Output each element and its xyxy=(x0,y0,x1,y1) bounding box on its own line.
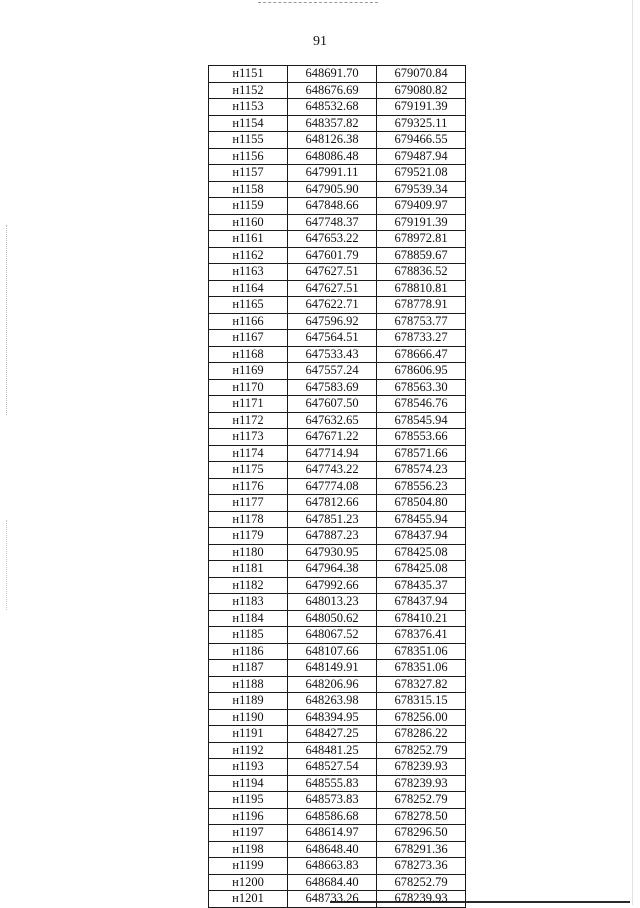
y-coordinate-cell: 679080.82 xyxy=(377,82,466,99)
y-coordinate-cell: 679466.55 xyxy=(377,132,466,149)
x-coordinate-cell: 647533.43 xyxy=(288,346,377,363)
table-row xyxy=(209,247,466,264)
y-coordinate-cell: 678574.23 xyxy=(377,462,466,479)
y-coordinate-cell: 678239.93 xyxy=(377,891,466,908)
x-coordinate-cell: 647583.69 xyxy=(288,379,377,396)
point-id-cell: н1168 xyxy=(209,346,288,363)
table-row xyxy=(209,627,466,644)
point-id-cell: н1194 xyxy=(209,775,288,792)
point-id-cell: н1161 xyxy=(209,231,288,248)
x-coordinate-cell: 648573.83 xyxy=(288,792,377,809)
x-coordinate-cell: 648614.97 xyxy=(288,825,377,842)
table-row xyxy=(209,132,466,149)
x-coordinate-cell: 648206.96 xyxy=(288,676,377,693)
point-id-cell: н1151 xyxy=(209,66,288,83)
table-row xyxy=(209,676,466,693)
y-coordinate-cell: 678252.79 xyxy=(377,742,466,759)
point-id-cell: н1163 xyxy=(209,264,288,281)
table-row xyxy=(209,660,466,677)
table-row xyxy=(209,165,466,182)
table-row xyxy=(209,231,466,248)
point-id-cell: н1189 xyxy=(209,693,288,710)
point-id-cell: н1197 xyxy=(209,825,288,842)
table-row xyxy=(209,297,466,314)
y-coordinate-cell: 679539.34 xyxy=(377,181,466,198)
table-row xyxy=(209,874,466,891)
point-id-cell: н1166 xyxy=(209,313,288,330)
point-id-cell: н1154 xyxy=(209,115,288,132)
point-id-cell: н1176 xyxy=(209,478,288,495)
y-coordinate-cell: 678546.76 xyxy=(377,396,466,413)
y-coordinate-cell: 678455.94 xyxy=(377,511,466,528)
scan-artifact-top xyxy=(258,2,378,3)
y-coordinate-cell: 679191.39 xyxy=(377,214,466,231)
table-row xyxy=(209,264,466,281)
y-coordinate-cell: 679409.97 xyxy=(377,198,466,215)
point-id-cell: н1159 xyxy=(209,198,288,215)
table-row xyxy=(209,577,466,594)
y-coordinate-cell: 678425.08 xyxy=(377,561,466,578)
table-row xyxy=(209,396,466,413)
y-coordinate-cell: 678504.80 xyxy=(377,495,466,512)
y-coordinate-cell: 678753.77 xyxy=(377,313,466,330)
x-coordinate-cell: 648107.66 xyxy=(288,643,377,660)
point-id-cell: н1153 xyxy=(209,99,288,116)
x-coordinate-cell: 647774.08 xyxy=(288,478,377,495)
y-coordinate-cell: 678972.81 xyxy=(377,231,466,248)
point-id-cell: н1187 xyxy=(209,660,288,677)
y-coordinate-cell: 678351.06 xyxy=(377,643,466,660)
point-id-cell: н1196 xyxy=(209,808,288,825)
point-id-cell: н1155 xyxy=(209,132,288,149)
y-coordinate-cell: 678252.79 xyxy=(377,792,466,809)
point-id-cell: н1180 xyxy=(209,544,288,561)
table-row xyxy=(209,709,466,726)
y-coordinate-cell: 678252.79 xyxy=(377,874,466,891)
x-coordinate-cell: 648263.98 xyxy=(288,693,377,710)
point-id-cell: н1198 xyxy=(209,841,288,858)
table-row xyxy=(209,841,466,858)
y-coordinate-cell: 678859.67 xyxy=(377,247,466,264)
x-coordinate-cell: 648086.48 xyxy=(288,148,377,165)
point-id-cell: н1165 xyxy=(209,297,288,314)
point-id-cell: н1199 xyxy=(209,858,288,875)
table-row xyxy=(209,594,466,611)
x-coordinate-cell: 647851.23 xyxy=(288,511,377,528)
x-coordinate-cell: 648357.82 xyxy=(288,115,377,132)
table-row xyxy=(209,445,466,462)
point-id-cell: н1186 xyxy=(209,643,288,660)
point-id-cell: н1201 xyxy=(209,891,288,908)
point-id-cell: н1193 xyxy=(209,759,288,776)
point-id-cell: н1195 xyxy=(209,792,288,809)
y-coordinate-cell: 678425.08 xyxy=(377,544,466,561)
x-coordinate-cell: 647887.23 xyxy=(288,528,377,545)
x-coordinate-cell: 648481.25 xyxy=(288,742,377,759)
point-id-cell: н1179 xyxy=(209,528,288,545)
x-coordinate-cell: 648684.40 xyxy=(288,874,377,891)
x-coordinate-cell: 648733.26 xyxy=(288,891,377,908)
coordinates-table xyxy=(208,65,466,908)
x-coordinate-cell: 647905.90 xyxy=(288,181,377,198)
point-id-cell: н1192 xyxy=(209,742,288,759)
x-coordinate-cell: 648663.83 xyxy=(288,858,377,875)
y-coordinate-cell: 678239.93 xyxy=(377,775,466,792)
y-coordinate-cell: 678810.81 xyxy=(377,280,466,297)
table-row xyxy=(209,214,466,231)
x-coordinate-cell: 647748.37 xyxy=(288,214,377,231)
y-coordinate-cell: 678376.41 xyxy=(377,627,466,644)
x-coordinate-cell: 648676.69 xyxy=(288,82,377,99)
y-coordinate-cell: 678410.21 xyxy=(377,610,466,627)
point-id-cell: н1167 xyxy=(209,330,288,347)
table-row xyxy=(209,478,466,495)
x-coordinate-cell: 648394.95 xyxy=(288,709,377,726)
scan-artifact-right xyxy=(632,0,633,905)
point-id-cell: н1185 xyxy=(209,627,288,644)
x-coordinate-cell: 648427.25 xyxy=(288,726,377,743)
point-id-cell: н1164 xyxy=(209,280,288,297)
y-coordinate-cell: 678286.22 xyxy=(377,726,466,743)
x-coordinate-cell: 647714.94 xyxy=(288,445,377,462)
y-coordinate-cell: 678239.93 xyxy=(377,759,466,776)
y-coordinate-cell: 678556.23 xyxy=(377,478,466,495)
x-coordinate-cell: 648586.68 xyxy=(288,808,377,825)
point-id-cell: н1160 xyxy=(209,214,288,231)
x-coordinate-cell: 647632.65 xyxy=(288,412,377,429)
point-id-cell: н1190 xyxy=(209,709,288,726)
x-coordinate-cell: 647627.51 xyxy=(288,264,377,281)
x-coordinate-cell: 647848.66 xyxy=(288,198,377,215)
table-row xyxy=(209,181,466,198)
x-coordinate-cell: 648527.54 xyxy=(288,759,377,776)
table-row xyxy=(209,148,466,165)
table-row xyxy=(209,528,466,545)
table-row xyxy=(209,693,466,710)
y-coordinate-cell: 678437.94 xyxy=(377,528,466,545)
table-row xyxy=(209,726,466,743)
point-id-cell: н1174 xyxy=(209,445,288,462)
y-coordinate-cell: 678606.95 xyxy=(377,363,466,380)
y-coordinate-cell: 678273.36 xyxy=(377,858,466,875)
x-coordinate-cell: 648691.70 xyxy=(288,66,377,83)
point-id-cell: н1157 xyxy=(209,165,288,182)
y-coordinate-cell: 678733.27 xyxy=(377,330,466,347)
y-coordinate-cell: 678327.82 xyxy=(377,676,466,693)
point-id-cell: н1158 xyxy=(209,181,288,198)
x-coordinate-cell: 647653.22 xyxy=(288,231,377,248)
table-row xyxy=(209,792,466,809)
table-row xyxy=(209,99,466,116)
x-coordinate-cell: 648555.83 xyxy=(288,775,377,792)
y-coordinate-cell: 678278.50 xyxy=(377,808,466,825)
point-id-cell: н1156 xyxy=(209,148,288,165)
x-coordinate-cell: 648013.23 xyxy=(288,594,377,611)
point-id-cell: н1169 xyxy=(209,363,288,380)
y-coordinate-cell: 678291.36 xyxy=(377,841,466,858)
table-row xyxy=(209,115,466,132)
x-coordinate-cell: 647622.71 xyxy=(288,297,377,314)
x-coordinate-cell: 648532.68 xyxy=(288,99,377,116)
x-coordinate-cell: 648648.40 xyxy=(288,841,377,858)
x-coordinate-cell: 647992.66 xyxy=(288,577,377,594)
x-coordinate-cell: 647557.24 xyxy=(288,363,377,380)
y-coordinate-cell: 678351.06 xyxy=(377,660,466,677)
y-coordinate-cell: 678545.94 xyxy=(377,412,466,429)
x-coordinate-cell: 647564.51 xyxy=(288,330,377,347)
point-id-cell: н1152 xyxy=(209,82,288,99)
table-row xyxy=(209,198,466,215)
table-row xyxy=(209,82,466,99)
table-row xyxy=(209,561,466,578)
point-id-cell: н1170 xyxy=(209,379,288,396)
scan-artifact-left-lower xyxy=(6,520,7,610)
point-id-cell: н1173 xyxy=(209,429,288,446)
table-row xyxy=(209,330,466,347)
x-coordinate-cell: 648067.52 xyxy=(288,627,377,644)
x-coordinate-cell: 647607.50 xyxy=(288,396,377,413)
y-coordinate-cell: 678778.91 xyxy=(377,297,466,314)
table-row xyxy=(209,495,466,512)
x-coordinate-cell: 647596.92 xyxy=(288,313,377,330)
table-row xyxy=(209,808,466,825)
x-coordinate-cell: 647812.66 xyxy=(288,495,377,512)
table-row xyxy=(209,346,466,363)
point-id-cell: н1178 xyxy=(209,511,288,528)
point-id-cell: н1181 xyxy=(209,561,288,578)
x-coordinate-cell: 647743.22 xyxy=(288,462,377,479)
y-coordinate-cell: 678553.66 xyxy=(377,429,466,446)
point-id-cell: н1183 xyxy=(209,594,288,611)
x-coordinate-cell: 647930.95 xyxy=(288,544,377,561)
table-row xyxy=(209,429,466,446)
table-row xyxy=(209,858,466,875)
y-coordinate-cell: 678437.94 xyxy=(377,594,466,611)
y-coordinate-cell: 678256.00 xyxy=(377,709,466,726)
y-coordinate-cell: 678315.15 xyxy=(377,693,466,710)
point-id-cell: н1175 xyxy=(209,462,288,479)
y-coordinate-cell: 678563.30 xyxy=(377,379,466,396)
table-row xyxy=(209,511,466,528)
x-coordinate-cell: 648126.38 xyxy=(288,132,377,149)
x-coordinate-cell: 647964.38 xyxy=(288,561,377,578)
x-coordinate-cell: 647601.79 xyxy=(288,247,377,264)
table-row xyxy=(209,379,466,396)
y-coordinate-cell: 678296.50 xyxy=(377,825,466,842)
page-number: 91 xyxy=(313,34,327,49)
x-coordinate-cell: 647627.51 xyxy=(288,280,377,297)
y-coordinate-cell: 679191.39 xyxy=(377,99,466,116)
coordinates-table-body xyxy=(209,66,466,908)
point-id-cell: н1172 xyxy=(209,412,288,429)
table-row xyxy=(209,643,466,660)
point-id-cell: н1188 xyxy=(209,676,288,693)
table-row xyxy=(209,313,466,330)
table-row xyxy=(209,412,466,429)
y-coordinate-cell: 679521.08 xyxy=(377,165,466,182)
point-id-cell: н1177 xyxy=(209,495,288,512)
table-row xyxy=(209,775,466,792)
y-coordinate-cell: 679487.94 xyxy=(377,148,466,165)
y-coordinate-cell: 678571.66 xyxy=(377,445,466,462)
y-coordinate-cell: 678666.47 xyxy=(377,346,466,363)
point-id-cell: н1171 xyxy=(209,396,288,413)
y-coordinate-cell: 678435.37 xyxy=(377,577,466,594)
y-coordinate-cell: 679325.11 xyxy=(377,115,466,132)
y-coordinate-cell: 679070.84 xyxy=(377,66,466,83)
point-id-cell: н1191 xyxy=(209,726,288,743)
table-row xyxy=(209,66,466,83)
table-row xyxy=(209,742,466,759)
x-coordinate-cell: 647671.22 xyxy=(288,429,377,446)
x-coordinate-cell: 647991.11 xyxy=(288,165,377,182)
scan-artifact-left xyxy=(6,225,7,415)
table-row xyxy=(209,462,466,479)
table-row xyxy=(209,280,466,297)
y-coordinate-cell: 678836.52 xyxy=(377,264,466,281)
table-row xyxy=(209,363,466,380)
point-id-cell: н1184 xyxy=(209,610,288,627)
table-row xyxy=(209,544,466,561)
point-id-cell: н1182 xyxy=(209,577,288,594)
table-row xyxy=(209,610,466,627)
x-coordinate-cell: 648050.62 xyxy=(288,610,377,627)
x-coordinate-cell: 648149.91 xyxy=(288,660,377,677)
point-id-cell: н1200 xyxy=(209,874,288,891)
table-row xyxy=(209,825,466,842)
point-id-cell: н1162 xyxy=(209,247,288,264)
table-row xyxy=(209,759,466,776)
